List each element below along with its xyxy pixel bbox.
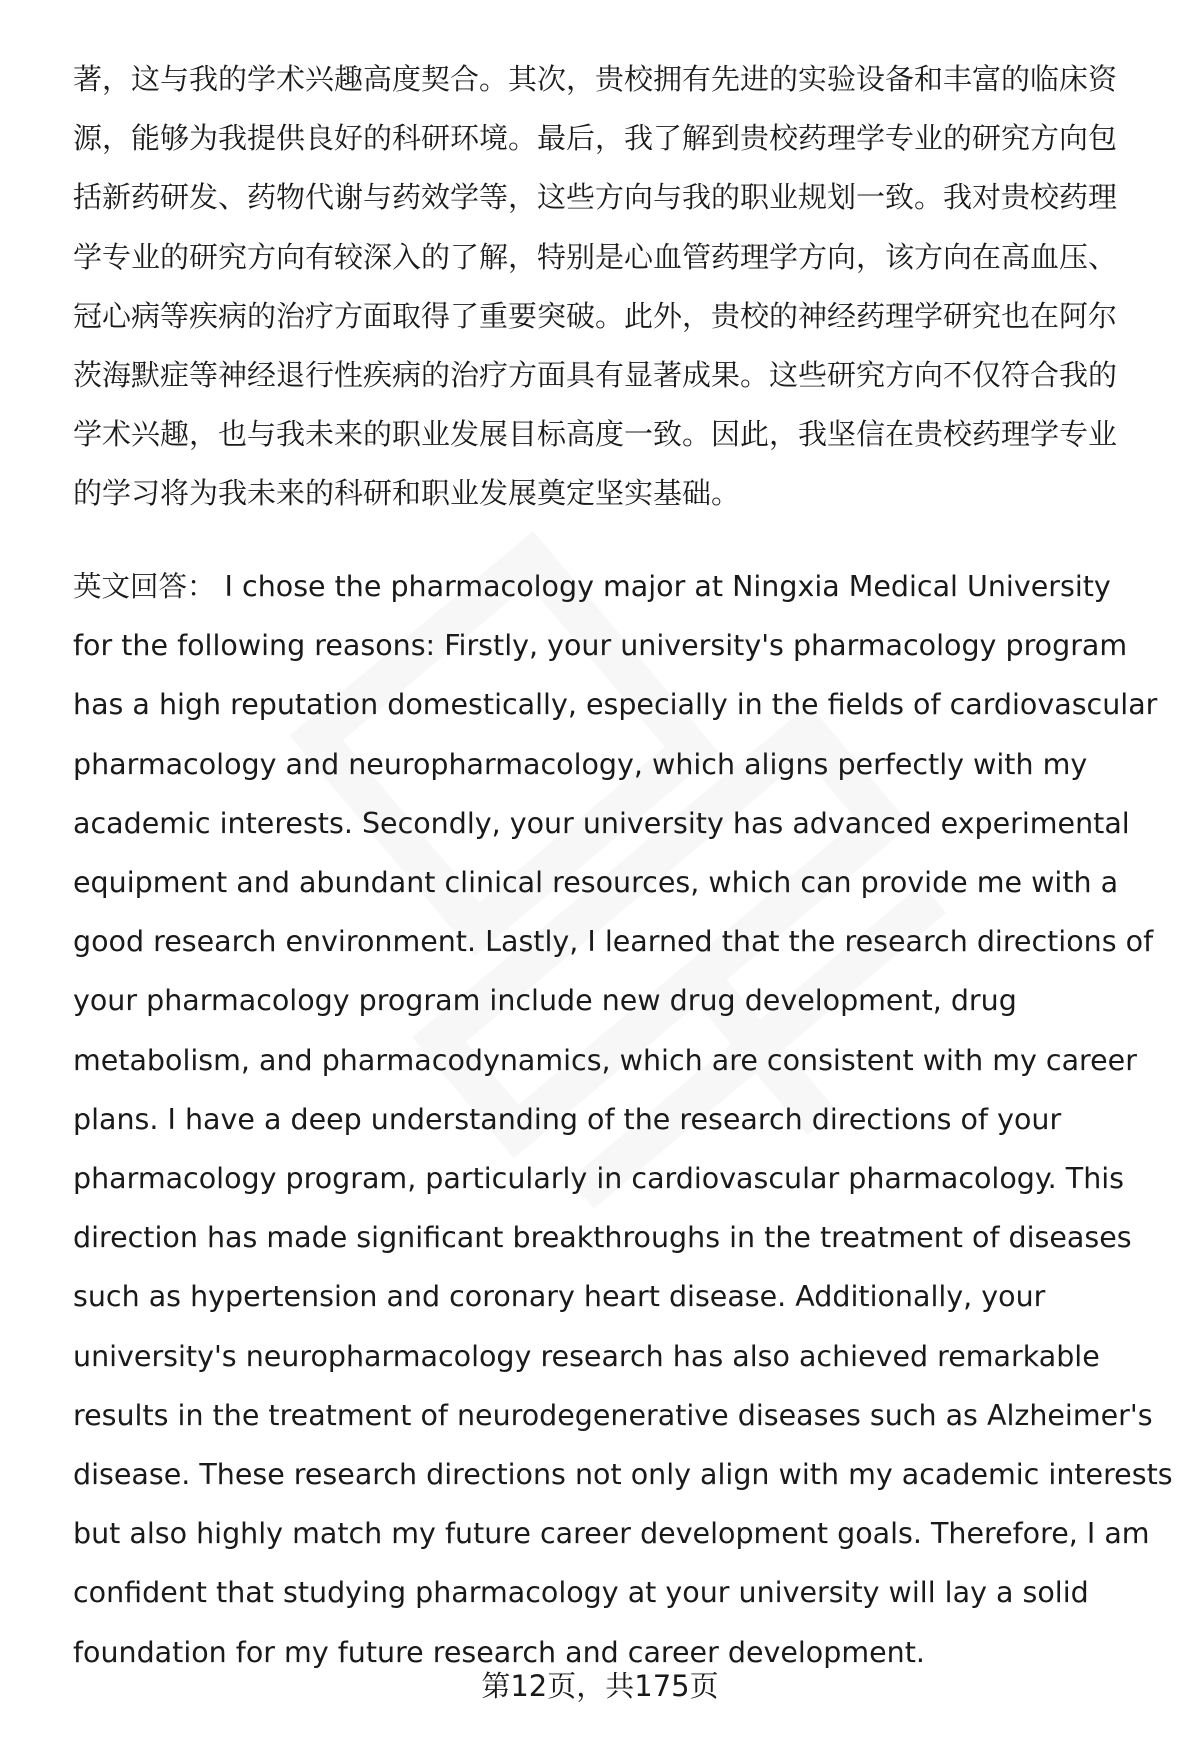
chinese-text-line: 学术兴趣，也与我未来的职业发展目标高度一致。因此，我坚信在贵校药理学专业 <box>73 417 1118 452</box>
english-text-line: disease. These research directions not only align with my academic interests <box>73 1458 1173 1492</box>
english-text-line: foundation for my future research and career development. <box>73 1635 925 1669</box>
english-text-line: university's neuropharmacology research has also achieved remarkable <box>73 1339 1100 1373</box>
english-text-line: for the following reasons: Firstly, your university's pharmacology program <box>73 629 1128 663</box>
english-text-line: your pharmacology program include new drug development, drug <box>73 984 1017 1018</box>
english-text-line: 英文回答： I chose the pharmacology major at Ningxia Medical University <box>73 570 1111 603</box>
chinese-text-line: 学专业的研究方向有较深入的了解，特别是心血管药理学方向，该方向在高血压、 <box>73 239 1118 274</box>
english-text-line: pharmacology program, particularly in cardiovascular pharmacology. This <box>73 1162 1125 1196</box>
english-text-line: confident that studying pharmacology at your university will lay a solid <box>73 1576 1089 1610</box>
english-text-line: direction has made significant breakthroughs in the treatment of diseases <box>73 1221 1132 1255</box>
english-answer-paragraph <box>73 557 1173 1682</box>
english-text-line: academic interests. Secondly, your university has advanced experimental <box>73 806 1130 840</box>
chinese-text-line: 括新药研发、药物代谢与药效学等，这些方向与我的职业规划一致。我对贵校药理 <box>73 180 1118 215</box>
chinese-text-line: 冠心病等疾病的治疗方面取得了重要突破。此外，贵校的神经药理学研究也在阿尔 <box>73 298 1118 333</box>
english-text-line: metabolism, and pharmacodynamics, which are consistent with my career <box>73 1043 1137 1077</box>
chinese-answer-paragraph <box>73 50 1153 524</box>
english-text-line: such as hypertension and coronary heart disease. Additionally, your <box>73 1280 1046 1314</box>
english-text-line: has a high reputation domestically, especially in the fields of cardiovascular <box>73 688 1158 722</box>
english-text-line: equipment and abundant clinical resources, which can provide me with a <box>73 866 1119 900</box>
english-text-line: but also highly match my future career development goals. Therefore, I am <box>73 1517 1150 1551</box>
english-text-line: good research environment. Lastly, I learned that the research directions of <box>73 925 1154 959</box>
page-footer <box>0 1666 1200 1706</box>
chinese-text-line: 的学习将为我未来的科研和职业发展奠定坚实基础。 <box>73 476 741 511</box>
chinese-text-line: 茨海默症等神经退行性疾病的治疗方面具有显著成果。这些研究方向不仅符合我的 <box>73 358 1118 393</box>
page-number-label: 第12页，共175页 <box>481 1669 719 1703</box>
chinese-text-line: 源，能够为我提供良好的科研环境。最后，我了解到贵校药理学专业的研究方向包 <box>73 121 1118 156</box>
english-text-line: plans. I have a deep understanding of the research directions of your <box>73 1102 1062 1136</box>
chinese-text-line: 著，这与我的学术兴趣高度契合。其次，贵校拥有先进的实验设备和丰富的临床资 <box>73 62 1118 96</box>
english-text-line: results in the treatment of neurodegenerative diseases such as Alzheimer's <box>73 1398 1153 1432</box>
english-text-line: pharmacology and neuropharmacology, which aligns perfectly with my <box>73 747 1088 781</box>
